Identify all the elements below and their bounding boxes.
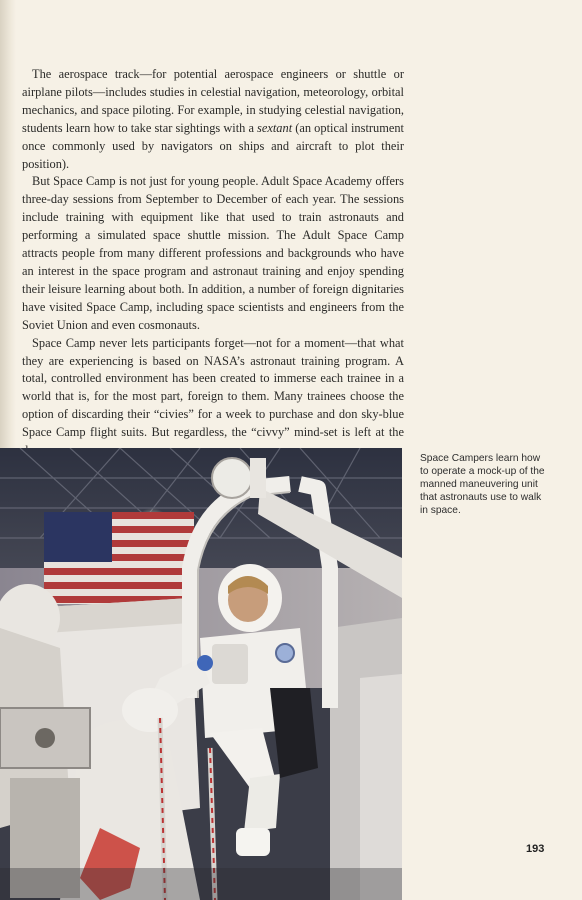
italic-term-sextant: sextant <box>257 120 293 135</box>
page-number: 193 <box>526 843 545 855</box>
body-text <box>22 66 404 460</box>
photo-caption: Space Campers learn how to operate a mock-up of the manned maneuvering unit that astronauts use to walk in space. <box>420 453 545 516</box>
paragraph-aerospace-track <box>22 66 404 173</box>
space-camp-photo <box>0 448 402 900</box>
paragraph-text: (an optical instrument once commonly used by navigators on ships and aircraft to plot their position). <box>22 120 404 171</box>
paragraph-controlled-environment: Space Camp never lets participants forget—not for a moment—that what they are experiencing is based on NASA’s astronaut training program. A total, controlled environment has been created to immerse each trainee in a world that is, for the most part, foreign to them. Many trainees choose the option of discarding their “civies” for a week to purchase and don sky-blue Space Camp flight suits. But regardless, the “civvy” mind-set is left at the <box>22 335 404 440</box>
paragraph-text: The aerospace track—for potential aerospace engineers or shuttle or airplane pilots—includes studies in celestial navigation, meteorology, orbital mechanics, and space piloting. For example, in studying celestial navigation, students learn how to take star sightings with a <box>22 67 404 135</box>
paragraph-adult-space-academy: But Space Camp is not just for young people. Adult Space Academy offers three-day sessions from September to December of each year. The sessions include training with equipment like that used to train astronauts and performing a simulated space shuttle mission. The Adult Space Camp attracts people from many different professions and backgrounds who have an interest in the space program and astronaut training and enjoy spending their leisure learning about both. In addition, a number of foreign dignitaries have visited Space Camp, including space scientists and engineers from the Soviet Union and even cosmonauts. <box>22 174 404 332</box>
